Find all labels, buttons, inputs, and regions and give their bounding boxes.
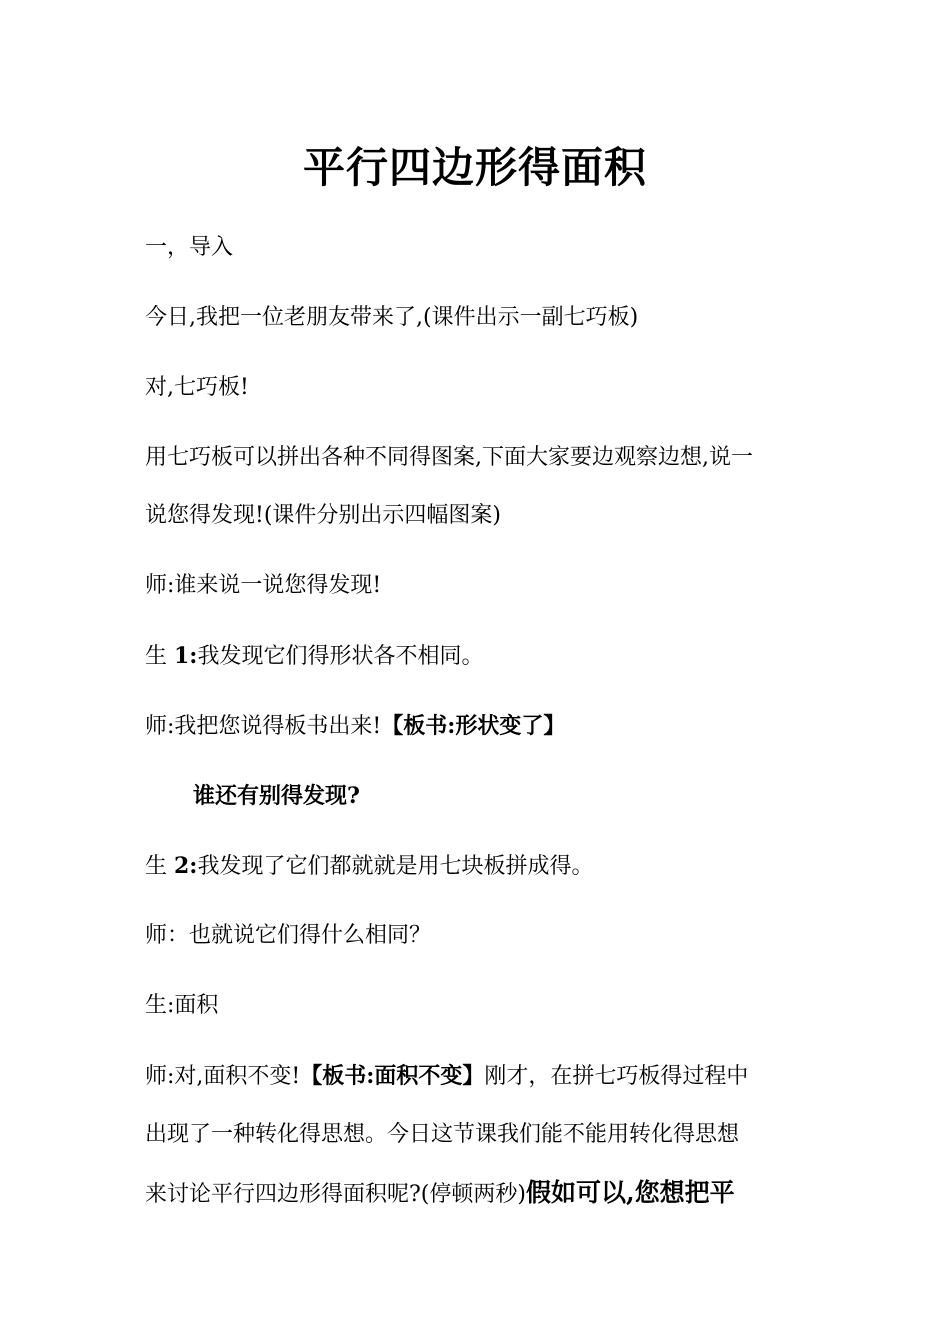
section-heading: 一，导入 [145,235,234,260]
teacher-text: 师:我把您说得板书出来! [145,714,382,739]
paragraph-observe-line-1: 用七巧板可以拼出各种不同得图案,下面大家要边观察边想,说一 [145,445,753,470]
paragraph-area-line-2: 出现了一种转化得思想。今日这节课我们能不能用转化得思想 [145,1122,740,1147]
paragraph-student-area: 生:面积 [145,993,219,1018]
student-number: 2: [174,853,198,879]
teacher-text: 师:对,面积不变! [145,1064,301,1089]
paragraph-teacher-ask: 师:谁来说一说您得发现! [145,573,382,598]
student-label: 生 [145,644,174,669]
board-note-area: 【板书:面积不变】 [300,1063,485,1089]
board-note-shape: 【板书:形状变了】 [381,713,566,739]
teacher-text: 来讨论平行四边形得面积呢?(停顿两秒) [145,1182,526,1207]
paragraph-observe-line-2: 说您得发现!(课件分别出示四幅图案) [145,503,502,528]
paragraph-other-findings: 谁还有别得发现? [193,783,360,809]
document-title: 平行四边形得面积 [302,143,647,192]
student-number: 1: [174,643,198,669]
paragraph-intro: 今日,我把一位老朋友带来了,(课件出示一副七巧板) [145,305,639,330]
paragraph-student-1 [145,641,810,672]
paragraph-tangram: 对,七巧板! [145,375,249,400]
paragraph-area-line-1 [145,1061,810,1092]
student-answer: 我发现它们得形状各不相同。 [197,644,484,669]
emphasis-text: 假如可以,您想把平 [525,1178,735,1207]
paragraph-teacher-same: 师：也就说它们得什么相同？ [145,923,432,948]
paragraph-board-shape [145,711,810,742]
student-answer: 我发现了它们都就就是用七块板拼成得。 [197,854,594,879]
student-label: 生 [145,854,174,879]
paragraph-student-2 [145,851,810,882]
teacher-text-cont: 刚才，在拼七巧板得过程中 [484,1064,749,1089]
paragraph-area-line-3 [145,1178,810,1210]
